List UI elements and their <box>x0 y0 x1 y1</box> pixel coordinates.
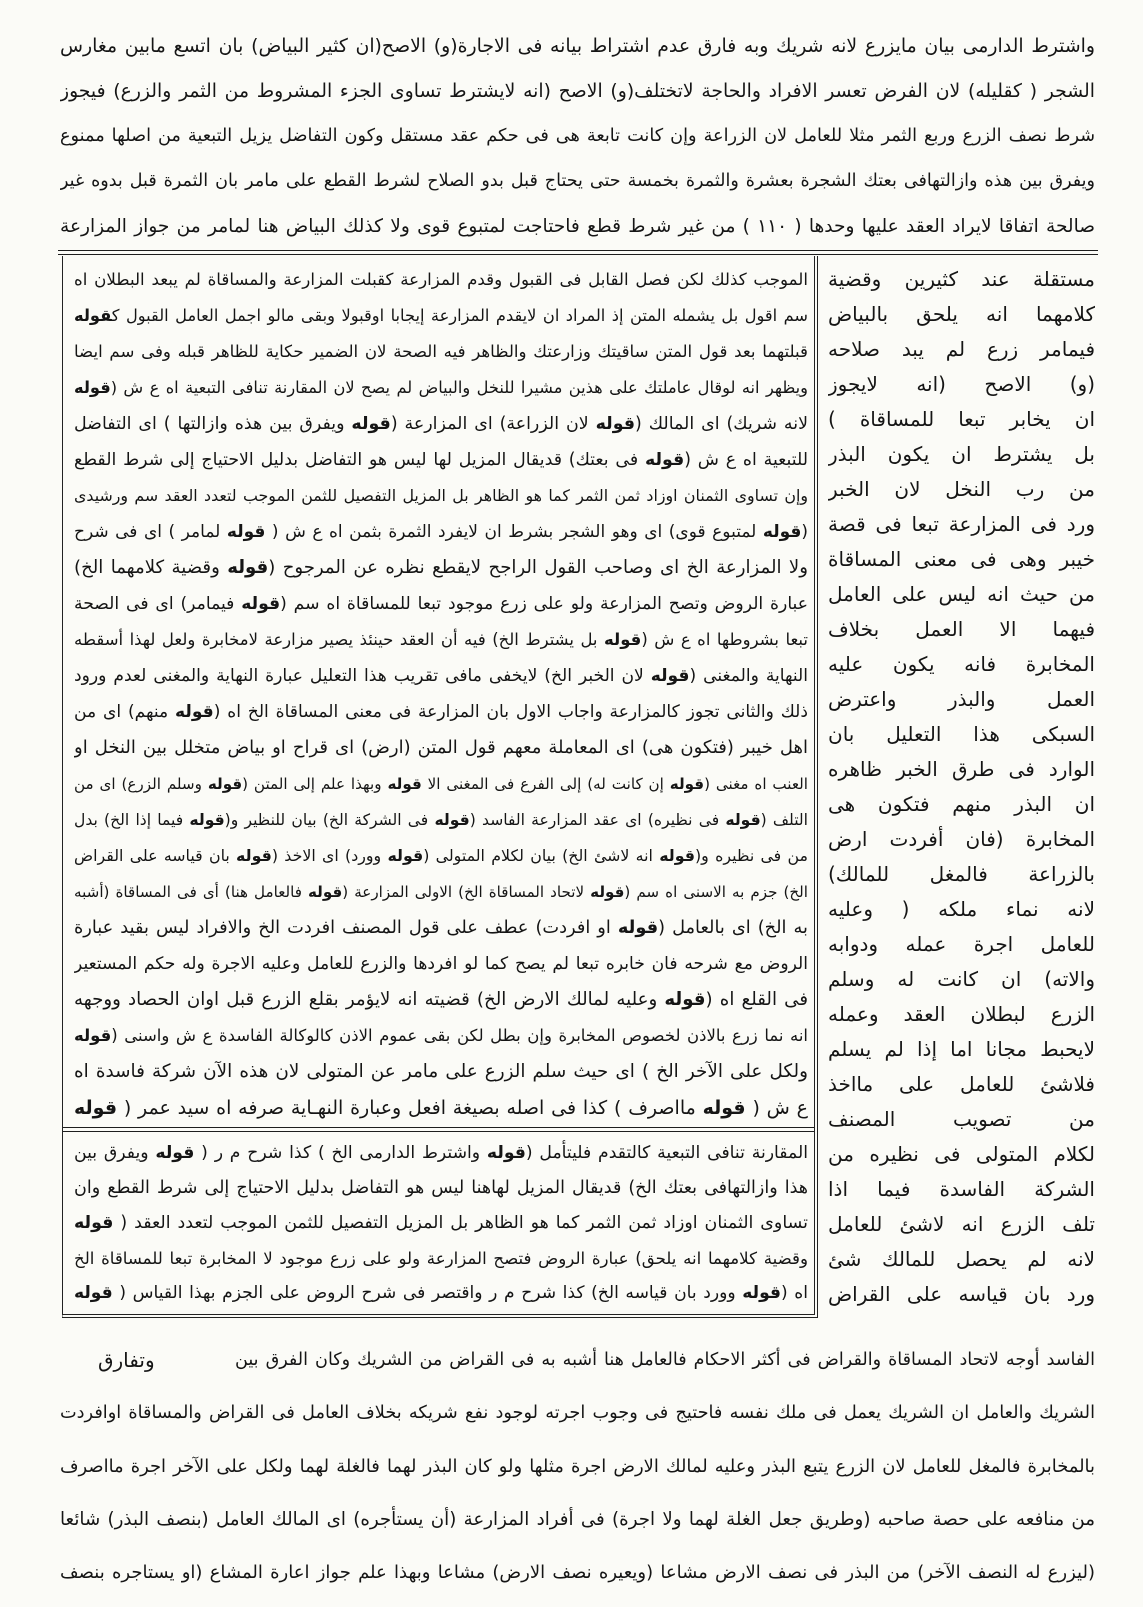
side-text-line: ان البذر منهم فتكون هى <box>828 792 1095 816</box>
side-text-line: للعامل اجرة عمله ودوابه <box>828 932 1095 956</box>
commentary-line: ذلك والثانى تجوز كالمزارعة واجاب الاول بان المزارعة فى معنى المساقاة الخ اه (قوله منهم) اى من <box>74 702 808 722</box>
main-text-line: من منافعه على حصة صاحبه (وطريق جعل الغلة لهما ولا اجرة) فى أفراد المزارعة (أن يستأجره) اى المالك العامل (بنصف البذر) شائعا <box>60 1509 1095 1530</box>
commentary-line: اهل خيبر (فتكون هى) اى المعاملة معهم قول المتن (ارض) اى قراح او بياض متخلل بين النخل او <box>74 737 808 758</box>
side-text-line: الزرع لبطلان العقد وعمله <box>828 1002 1095 1026</box>
main-text-line: بالمخابرة فالمغل للعامل لان الزرع يتبع البذر وعليه لمالك الارض اجرة مثلها ولو كان البذر لهما فالغلة لهما ولكل على الآخر اجرة مااصرف <box>60 1456 1095 1477</box>
commentary-line: به الخ) اى بالعامل (قوله او افردت) عطف على قول المصنف افردت الخ والافراد ليس بقيد عبارة <box>74 917 808 938</box>
commentary-line: تساوى الثمنان اوزاد ثمن الثمر كما هو الظاهر بل المزيل التفصيل للثمن الموجب لتعدد العقد ( قوله <box>74 1213 808 1233</box>
commentary-line: سم اقول بل يشمله المتن إذ المراد ان لايقدم المزارعة إيجابا اوقبولا وبقى مالو اجمل العامل القبول كقوله <box>74 306 808 325</box>
side-text-line: الوارد فى طرق الخبر ظاهره <box>828 757 1095 781</box>
commentary-line: تبعا بشروطها اه ع ش (قوله بل يشترط الخ) فيه أن العقد حينئذ يصير مزارعة لامخابرة ولعل لهذا أسقطه <box>74 630 808 649</box>
commentary-line: فى القلع اه (قوله وعليه لمالك الارض الخ) قضيته انه لايؤمر بقلع الزرع قبل اوان الحصاد ووجهه <box>74 989 808 1010</box>
side-text-line: ان يخابر تبعا للمساقاة ) <box>828 407 1095 431</box>
side-text-line: فيهما الا العمل بخلاف <box>828 617 1095 641</box>
side-text-line: (و) الاصح (انه لايجوز <box>828 372 1095 396</box>
side-text-line: بالزراعة فالمغل للمالك) <box>828 862 1095 886</box>
main-text-line: الشريك والعامل ان الشريك يعمل فى ملك نفسه فاحتيج فى وجوب اجرته لوجود نفع شريكه بخلاف العامل فى القراض والمساقاة اوافردت <box>60 1403 1095 1423</box>
main-text-line: شرط نصف الزرع وربع الثمر مثلا للعامل لان الزراعة وإن كانت تابعة هى فى حكم عقد مستقل وكون التفاضل يزيل التبعية من اصلها ممنوع <box>60 126 1095 146</box>
side-text-line: تلف الزرع انه لاشئ للعامل <box>828 1212 1095 1236</box>
side-text-line: ورد فى المزارعة تبعا فى قصة <box>828 512 1095 536</box>
side-text-line: كلامهما انه يلحق بالبياض <box>828 302 1095 326</box>
side-text-line: فلاشئ للعامل على مااخذ <box>828 1072 1095 1096</box>
commentary-line: (قوله لمتبوع قوى) اى وهو الشجر بشرط ان لايفرد الثمرة بثمن اه ع ش ( قوله لمامر ) اى فى شرح <box>74 522 808 542</box>
commentary-line: المقارنة تنافى التبعية كالتقدم فليتأمل (قوله واشترط الدارمى الخ ) كذا شرح م ر ( قوله ويفرق بين <box>74 1143 808 1163</box>
commentary-line: التلف (قوله فى نظيره) اى عقد المزارعة الفاسد (قوله فى الشركة الخ) بيان للنظير و(قوله فيما إذا الخ) بدل <box>74 811 808 829</box>
commentary-line: وقضية كلامهما انه يلحق) عبارة الروض فتصح المزارعة ولو على زرع موجود لا المخابرة تبعا للمساقاة الخ <box>74 1249 808 1268</box>
main-text-catchword: وتفارق <box>98 1348 155 1372</box>
main-text-top <box>60 24 1095 249</box>
commentary-line: ع ش ( قوله مااصرف ) كذا فى اصله بصيغة افعل وعبارة النهـاية صرفه اه سيد عمر ( قوله <box>74 1097 808 1119</box>
main-text-line-row <box>60 1334 1095 1387</box>
commentary-line: من فى نظيره و(قوله انه لاشئ الخ) بيان لكلام المتولى (قوله وورد) اى الاخذ (قوله بان قياسه على القراض <box>74 846 808 865</box>
commentary-line: انه نما زرع بالاذن لخصوص المخابرة وإن بطل لكن بقى عموم الاذن كالوكالة الفاسدة ع ش واسنى (قوله <box>74 1026 808 1045</box>
commentary-line: للتبعية اه ع ش (قوله فى بعتك) قديقال المزيل لها ليس هو التفاضل بدليل الاحتياج إلى شرط القطع <box>74 450 808 470</box>
main-text-line: ويفرق بين هذه وازالتهافى بعتك الشجرة بعشرة والثمرة بخمسة حتى يحتاج قبل بدو الصلاح لشرط القطع على مامر بان الثمرة قبل بدوه غير <box>60 171 1095 191</box>
side-text-line: العمل والبذر واعترض <box>828 687 1095 711</box>
main-text-line: صالحة اتفاقا لايراد العقد عليها وحدها ( ١١٠ ) من غير شرط قطع فاحتاجت لمتبوع قوى ولا كذلك البياض هنا لمامر من جواز المزارعة <box>60 216 1095 237</box>
side-text-line: من تصويب المصنف <box>828 1107 1095 1131</box>
commentary-line: الموجب كذلك لكن فصل القابل فى القبول وقدم المزارعة كقبلت المزارعة والمساقاة لم يبعد البطلان اه <box>74 270 808 289</box>
side-text-line: بل يشترط ان يكون البذر <box>828 442 1095 466</box>
commentary-line: الخ) جزم به الاسنى اه سم (قوله لاتحاد المساقاة الخ) الاولى المزارعة (قوله فالعامل هنا) أى فى المساقاة (أشبه <box>74 883 808 901</box>
side-text-line: والاته) ان كانت له وسلم <box>828 967 1095 991</box>
side-text-line: مستقلة عند كثيرين وقضية <box>828 267 1095 291</box>
side-text-line: فيمامر زرع لم يبد صلاحه <box>828 337 1095 361</box>
side-text-line: خيبر وهى فى معنى المساقاة <box>828 547 1095 571</box>
commentary-line: لانه شريك) اى المالك (قوله لان الزراعة) اى المزارعة (قوله ويفرق بين هذه وازالتها ) اى التفاضل <box>74 414 808 434</box>
side-text-line: الشركة الفاسدة فيما اذا <box>828 1177 1095 1201</box>
commentary-line: ولا المزارعة الخ اى وصاحب القول الراجح لايقطع نظره عن المرجوح (قوله وقضية كلامهما الخ) <box>74 557 808 578</box>
side-text-line: السبكى هذا التعليل بان <box>828 722 1095 746</box>
side-text-line: من رب النخل لان الخبر <box>828 477 1095 501</box>
commentary-line: اه (قوله وورد بان قياسه الخ) كذا شرح م ر واقتصر فى شرح الروض على الجزم بهذا القياس ( قوله <box>74 1283 808 1303</box>
commentary-line: قبلتهما بعد قول المتن ساقيتك وزارعتك والظاهر فيه الصحة لان الضمير حكاية للظاهر قبله وفى سم ايضا <box>74 342 808 361</box>
commentary-line: الروض مع شرحه فان خابره تبعا لم يصح كما لو افردها والزرع للعامل وعليه الاجرة وله حكم المستعير <box>74 954 808 974</box>
main-text-line: الفاسد أوجه لاتحاد المساقاة والقراض فى أكثر الاحكام فالعامل هنا أشبه به فى القراض من الشريك وكان الفرق بين <box>235 1350 1095 1370</box>
commentary-line: ولكل على الآخر الخ ) اى حيث سلم الزرع على مامر عن المتولى لان هذه الآن شركة فاسدة اه <box>74 1061 808 1082</box>
commentary-2 <box>74 1136 808 1311</box>
side-text-line: المخابرة (فان أفردت ارض <box>828 827 1095 851</box>
commentary-line: عبارة الروض وتصح المزارعة ولو على زرع موجود تبعا للمساقاة اه سم (قوله فيمامر) اى فى الصحة <box>74 594 808 614</box>
commentary-line: ويظهر انه لوقال عاملتك على هذين مشيرا للنخل والبياض لم يصح لان المقارنة تنافى التبعية اه ع ش (قوله <box>74 378 808 397</box>
commentary-1 <box>74 262 808 1126</box>
main-text-line: واشترط الدارمى بيان مايزرع لانه شريك وبه فارق عدم اشتراط بيانه فى الاجارة(و) الاصح(ان كثير البياض) بان اتسع مابين مغارس <box>60 35 1095 57</box>
commentary-line: وإن تساوى الثمنان اوزاد ثمن الثمر كما هو الظاهر بل المزيل التفصيل للثمن الموجب لتعدد العقد سم ورشيدى <box>74 486 808 505</box>
side-text-line: المخابرة فانه يكون عليه <box>828 652 1095 676</box>
main-text-side-column <box>828 262 1095 1312</box>
separator-rule <box>63 1127 814 1132</box>
side-text-line: لانه نماء ملكه ( وعليه <box>828 897 1095 921</box>
commentary-line: العنب اه مغنى (قوله إن كانت له) إلى الفرع فى المغنى الا قوله وبهذا علم إلى المتن (قوله وسلم الزرع) اى من <box>74 775 808 793</box>
separator-rule <box>58 250 1098 255</box>
commentary-line: هذا وازالتهافى بعتك الخ) قديقال المزيل لهاهنا ليس هو التفاضل بدليل الاحتياج إلى شرط القطع وان <box>74 1178 808 1198</box>
side-text-line: لايحبط مجانا اما إذا لم يسلم <box>828 1037 1095 1061</box>
main-text-bottom <box>60 1334 1095 1599</box>
side-text-line: لكلام المتولى فى نظيره من <box>828 1142 1095 1166</box>
main-text-line: (ليزرع له النصف الآخر) من البذر فى نصف الارض مشاعا (ويعيره نصف الارض) مشاعا وبهذا علم جواز اعارة المشاع (او يستاجره بنصف <box>60 1562 1095 1583</box>
side-text-line: ورد بان قياسه على القراض <box>828 1282 1095 1306</box>
main-text-line: الشجر ( كقليله) لان الفرض تعسر الافراد والحاجة لاتختلف(و) الاصح (انه لايشترط تساوى الجزء المشروط من الثمر والزرع) فيجوز <box>60 81 1095 102</box>
side-text-line: لانه لم يحصل للمالك شئ <box>828 1247 1095 1271</box>
side-text-line: من حيث انه ليس على العامل <box>828 582 1095 606</box>
commentary-line: النهاية والمغنى (قوله لان الخبر الخ) لايخفى مافى تقريب هذا التعليل عبارة النهاية والمغنى لعدم ورود <box>74 666 808 686</box>
